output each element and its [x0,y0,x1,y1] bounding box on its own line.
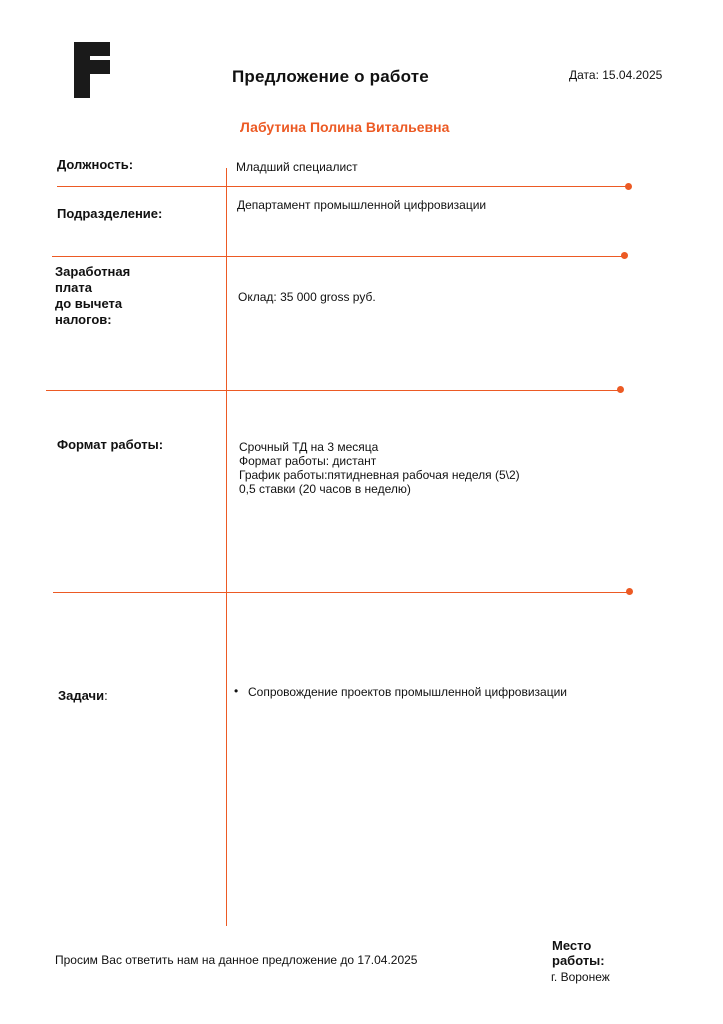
document-date: Дата: 15.04.2025 [569,68,663,82]
work-format-line: Формат работы: дистант [239,454,377,468]
row-separator [46,390,620,391]
column-divider [226,168,227,926]
separator-dot [625,183,632,190]
workplace-value: г. Воронеж [551,970,610,984]
work-format-line: Срочный ТД на 3 месяца [239,440,379,454]
position-label: Должность: [57,157,134,172]
department-label: Подразделение: [57,206,163,221]
tasks-list [234,685,567,699]
candidate-name: Лабутина Полина Витальевна [240,119,450,135]
row-separator [52,256,624,257]
row-separator [53,592,629,593]
salary-value: Оклад: 35 000 gross руб. [238,290,376,304]
work-format-line: 0,5 ставки (20 часов в неделю) [239,482,411,496]
row-separator [57,186,628,187]
workplace-label: Место работы: [552,938,605,968]
reply-request-text: Просим Вас ответить нам на данное предложение до 17.04.2025 [55,953,418,967]
company-logo-icon [74,42,110,98]
separator-dot [617,386,624,393]
position-value: Младший специалист [236,160,358,174]
work-format-line: График работы:пятидневная рабочая неделя (5\2) [239,468,520,482]
list-item: • Сопровождение проектов промышленной цифровизации [234,685,567,699]
work-format-value [239,440,520,496]
document-title: Предложение о работе [232,67,429,86]
tasks-label: Задачи: [58,688,108,703]
department-value: Департамент промышленной цифровизации [237,198,487,212]
salary-label: Заработная плата до вычета налогов: [55,264,131,327]
separator-dot [621,252,628,259]
separator-dot [626,588,633,595]
work-format-label: Формат работы: [57,437,164,452]
